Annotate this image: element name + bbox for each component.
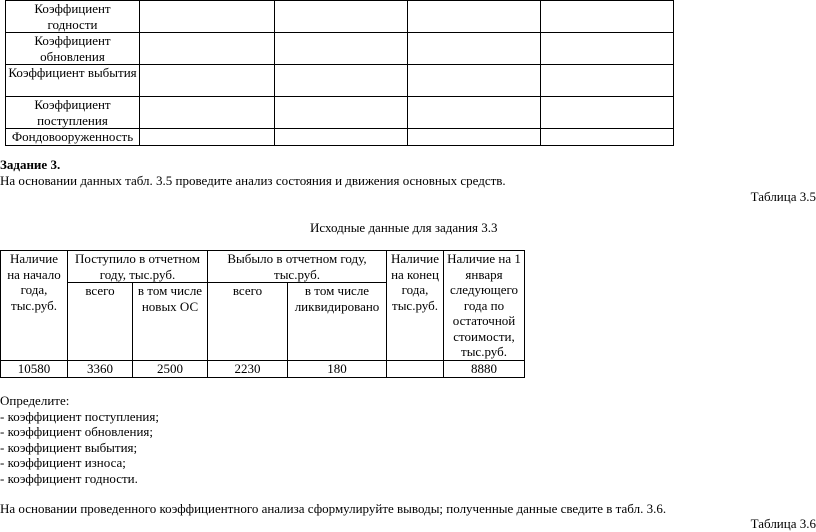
row-label: Фондовооруженность (6, 129, 140, 146)
table-cell (541, 65, 674, 97)
table-cell (275, 129, 408, 146)
row-label: Коэффициент поступления (6, 97, 140, 129)
header-january: Наличие на 1 января следующего года по остаточной стоимости, тыс.руб. (444, 251, 525, 361)
table-cell (387, 361, 444, 378)
list-item: - коэффициент износа; (0, 455, 126, 470)
table-cell (408, 33, 541, 65)
table-row (1, 361, 525, 378)
table-cell: 180 (288, 361, 387, 378)
table-row (6, 1, 674, 33)
table-cell (541, 33, 674, 65)
table-cell: 2500 (133, 361, 208, 378)
table-cell (541, 97, 674, 129)
table-number: Таблица 3.5 (750, 189, 816, 204)
table-cell (140, 129, 275, 146)
table-cell (275, 33, 408, 65)
list-item: - коэффициент годности. (0, 471, 138, 486)
table-cell (275, 65, 408, 97)
header-disposed-total: всего (208, 283, 288, 361)
row-label: Коэффициент обновления (6, 33, 140, 65)
header-received-new: в том числе новых ОС (133, 283, 208, 361)
coefficients-table (5, 0, 674, 146)
table-caption: Исходные данные для задания 3.3 (310, 220, 498, 235)
header-received: Поступило в отчетном году, тыс.руб. (68, 251, 208, 283)
table-cell (140, 33, 275, 65)
table-cell: 10580 (1, 361, 68, 378)
task-intro: На основании данных табл. 3.5 проведите анализ состояния и движения основных средств. (0, 173, 506, 188)
table-cell (408, 97, 541, 129)
conclusion-text: На основании проведенного коэффициентного анализа сформулируйте выводы; полученные данные сведите в табл. 3.6. (0, 501, 667, 516)
table-cell: 3360 (68, 361, 133, 378)
header-disposed-liquidated: в том числе ликвидировано (288, 283, 387, 361)
determine-title: Определите: (0, 393, 70, 408)
table-cell (408, 129, 541, 146)
table-row (6, 129, 674, 146)
row-label: Коэффициент годности (6, 1, 140, 33)
table-cell (541, 1, 674, 33)
header-disposed: Выбыло в отчетном году, тыс.руб. (208, 251, 387, 283)
table-cell: 2230 (208, 361, 288, 378)
table-cell (140, 97, 275, 129)
table-cell (408, 65, 541, 97)
table-cell (408, 1, 541, 33)
table-row (6, 97, 674, 129)
table-cell (541, 129, 674, 146)
list-item: - коэффициент обновления; (0, 424, 153, 439)
table-cell (275, 1, 408, 33)
list-item: - коэффициент выбытия; (0, 440, 138, 455)
header-end-of-year: Наличие на конец года, тыс.руб. (387, 251, 444, 361)
table-cell (140, 1, 275, 33)
header-received-total: всего (68, 283, 133, 361)
row-label: Коэффициент выбытия (6, 65, 140, 97)
table-row (6, 65, 674, 97)
list-item: - коэффициент поступления; (0, 409, 159, 424)
table-cell (140, 65, 275, 97)
task-heading: Задание 3. (0, 157, 61, 172)
header-start-of-year: Наличие на начало года, тыс.руб. (1, 251, 68, 361)
next-table-number: Таблица 3.6 (750, 516, 816, 531)
table-row (6, 33, 674, 65)
table-cell: 8880 (444, 361, 525, 378)
source-data-table (0, 250, 525, 378)
table-cell (275, 97, 408, 129)
table-header-row (1, 251, 525, 283)
